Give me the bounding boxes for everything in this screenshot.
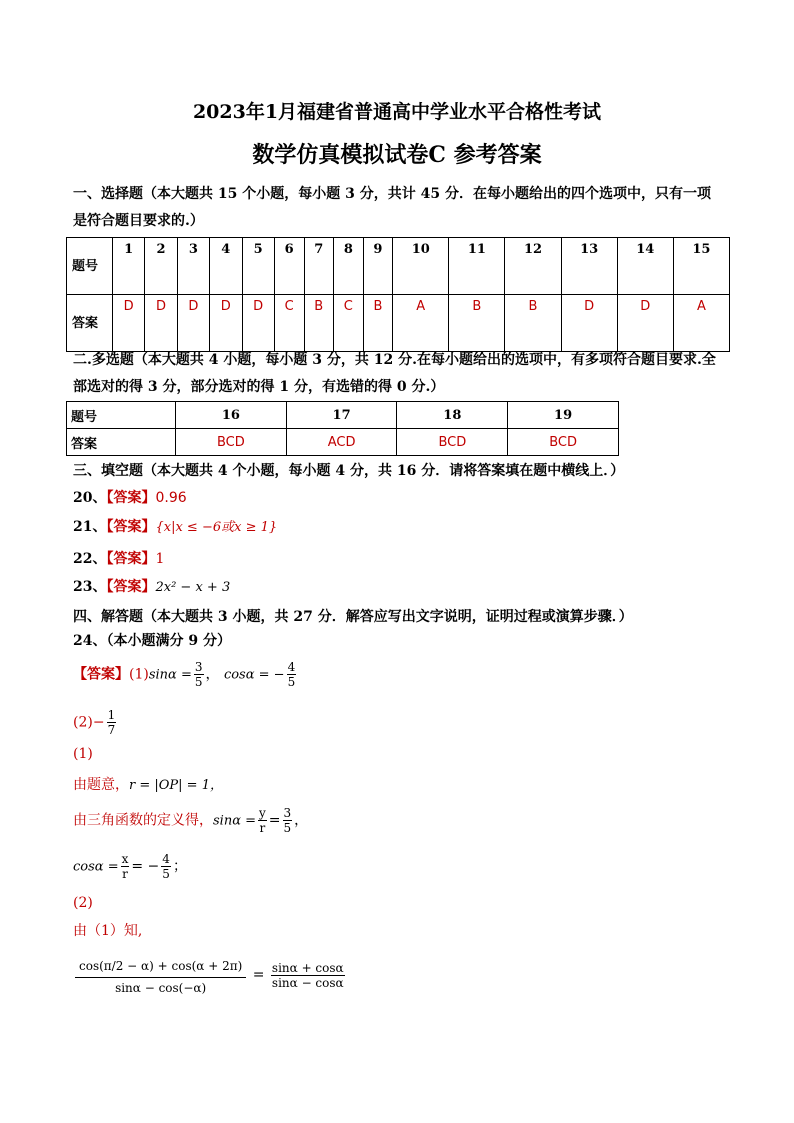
table-cell: B [505, 295, 561, 352]
item-number: 23、 [73, 579, 107, 595]
section1-heading: 一、选择题（本大题共 15 个小题，每小题 3 分，共计 45 分．在每小题给出的四个选项中，只有一项是符合题目要求的.） [73, 186, 711, 229]
answer-tag: 【答案】 [73, 666, 129, 683]
math: = − [131, 858, 160, 875]
table-cell: 17 [286, 402, 397, 429]
answer-value: {x|x ≤ −6或x ≥ 1} [155, 520, 278, 535]
row-label-number: 题号 [67, 238, 113, 295]
table-cell: 4 [210, 238, 242, 295]
row-label-answer: 答案 [67, 295, 113, 352]
answer-value: 2x² − x + 3 [155, 580, 231, 595]
table-row [67, 238, 730, 295]
fill-item-23 [73, 576, 230, 596]
numerator: sinα + cosα [271, 960, 344, 975]
numerator: cos(π/2 − α) + cos(α + 2π) [75, 955, 246, 978]
table-row [67, 295, 730, 352]
table-cell: 1 [113, 238, 145, 295]
fraction [271, 961, 345, 990]
denominator: sinα − cosα [271, 975, 344, 990]
answer-tag: 【答案】 [106, 519, 156, 535]
fill-item-21 [73, 516, 277, 536]
fraction [258, 806, 267, 835]
numerator: 4 [162, 852, 170, 866]
sol1-line1 [73, 774, 223, 794]
fraction [75, 955, 246, 995]
table-cell: 11 [449, 238, 505, 295]
fraction [107, 708, 117, 737]
denominator: sinα − cos(−α) [115, 981, 207, 995]
fill-item-20 [73, 487, 187, 507]
punct: ， [294, 812, 309, 829]
section2-heading: 二.多选题（本大题共 4 小题，每小题 3 分，共 12 分.在每小题给出的选项中，有多项符合题目要求.全部选对的得 3 分，部分选对的得 1 分，有选错的得 0 分.） [73, 352, 716, 395]
table-cell: 15 [673, 238, 729, 295]
table-cell: D [242, 295, 274, 352]
table-cell: 7 [304, 238, 334, 295]
table-cell: C [274, 295, 304, 352]
title-line-1: 2023年1月福建省普通高中学业水平合格性考试 [192, 101, 602, 123]
title-line-2: 数学仿真模拟试卷C 参考答案 [252, 142, 542, 168]
denominator: 5 [283, 821, 292, 835]
math: r = |OP| = 1， [129, 778, 223, 793]
table-row [67, 429, 619, 456]
table-cell: 10 [393, 238, 449, 295]
table-cell: 19 [508, 402, 619, 429]
table-row [67, 402, 619, 429]
denominator: r [122, 867, 128, 881]
numerator: y [259, 806, 266, 820]
answer-value: 1 [155, 551, 165, 567]
numerator: 4 [287, 660, 296, 674]
cos-lhs: cosα = − [223, 667, 285, 683]
table-cell: C [334, 295, 364, 352]
table-cell: D [210, 295, 242, 352]
equals: = [252, 967, 265, 983]
sin-lhs: sinα = [148, 667, 192, 683]
section3-heading: 三、填空题（本大题共 4 个小题，每小题 4 分，共 16 分．请将答案填在题中横线上．） [73, 463, 625, 479]
numerator: x [121, 852, 129, 866]
denominator: r [259, 821, 266, 835]
table-cell: A [393, 295, 449, 352]
table-cell: D [177, 295, 209, 352]
sol1-line2 [73, 806, 308, 835]
sol2-label: (2) [73, 895, 93, 911]
denominator: 5 [194, 675, 203, 689]
fraction [194, 660, 204, 689]
answer-tag: 【答案】 [106, 490, 156, 506]
section4-heading: 四、解答题（本大题共 3 小题，共 27 分．解答应写出文字说明，证明过程或演算步骤．） [73, 609, 633, 625]
fraction [283, 806, 293, 835]
row-label-answer: 答案 [67, 429, 176, 456]
table-cell: 3 [177, 238, 209, 295]
table-cell: D [617, 295, 673, 352]
table-cell: 12 [505, 238, 561, 295]
answer-tag: 【答案】 [106, 579, 156, 595]
table-cell: B [304, 295, 334, 352]
fraction [161, 852, 171, 881]
denominator: 7 [107, 723, 116, 737]
table-cell: B [363, 295, 393, 352]
table-cell: 5 [242, 238, 274, 295]
item-number: 20、 [73, 490, 107, 506]
denominator: 5 [287, 675, 296, 689]
fill-item-22 [73, 548, 164, 568]
sol2-text: 由（1）知, [73, 923, 143, 939]
table-cell: 16 [176, 402, 287, 429]
equals: = [268, 812, 281, 829]
text: 由题意， [73, 777, 129, 793]
table-cell: D [561, 295, 617, 352]
answer-tag: 【答案】 [106, 551, 156, 567]
row-label-number: 题号 [67, 402, 176, 429]
multi-choice-answer-table [66, 401, 619, 456]
part-label: (2)− [73, 714, 105, 731]
denominator: 5 [162, 867, 170, 881]
table-cell: BCD [176, 429, 287, 456]
sol1-label: (1) [73, 746, 93, 762]
text: 由三角函数的定义得， [73, 812, 213, 829]
answer-value: 0.96 [155, 490, 187, 506]
punct: ； [172, 858, 187, 875]
item-number: 22、 [73, 551, 107, 567]
numerator: 1 [107, 708, 116, 722]
table-cell: 8 [334, 238, 364, 295]
math: cosα = [73, 859, 119, 875]
numerator: 3 [283, 806, 292, 820]
fraction [121, 852, 130, 881]
q24-answer-line: 【答案】(1)sinα = $\frac{3}{5}$ ， cosα = − $\frac{4}{5}$ [73, 660, 296, 689]
table-cell: A [673, 295, 729, 352]
table-cell: B [449, 295, 505, 352]
table-cell: 13 [561, 238, 617, 295]
numerator: 3 [194, 660, 203, 674]
q24-heading: 24、（本小题满分 9 分） [73, 633, 231, 649]
table-cell: 14 [617, 238, 673, 295]
table-cell: BCD [397, 429, 508, 456]
table-cell: D [145, 295, 177, 352]
table-cell: ACD [286, 429, 397, 456]
fraction [287, 660, 297, 689]
item-number: 21、 [73, 519, 107, 535]
math: sinα = [213, 813, 257, 829]
final-equation [73, 955, 347, 995]
choice-answer-table [66, 237, 730, 352]
table-cell: 9 [363, 238, 393, 295]
table-cell: 2 [145, 238, 177, 295]
table-cell: D [113, 295, 145, 352]
q24-answer-part2 [73, 708, 118, 737]
table-cell: BCD [508, 429, 619, 456]
sol1-line3 [73, 852, 187, 881]
part-label: (1) [129, 666, 149, 683]
table-cell: 6 [274, 238, 304, 295]
table-cell: 18 [397, 402, 508, 429]
